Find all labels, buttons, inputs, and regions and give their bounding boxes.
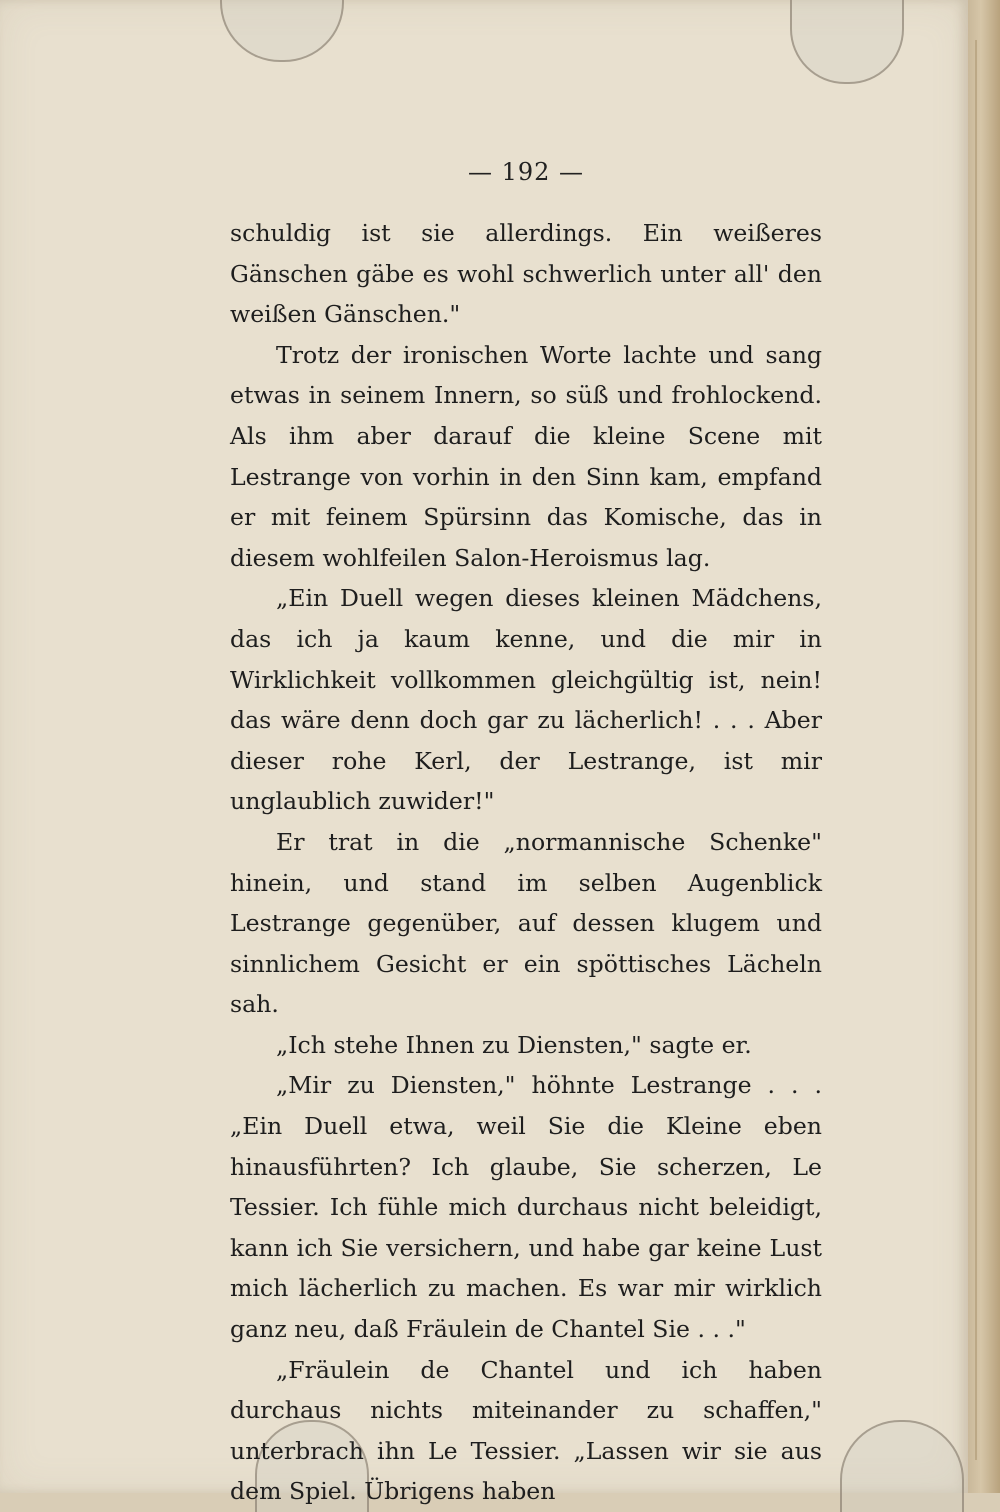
page-edge bbox=[968, 0, 1000, 1493]
paragraph: Er trat in die „normannische Schenke" hinein, und stand im selben Augenblick Lestrange gegenüber, auf dessen klugem und sinnlichem Gesicht er ein spöttisches Lächeln sah. bbox=[230, 827, 822, 1019]
paragraph: schuldig ist sie allerdings. Ein weißeres Gänschen gäbe es wohl schwerlich unter all' den weißen Gänschen." bbox=[230, 219, 822, 329]
page-number: — 192 — bbox=[467, 158, 585, 186]
paragraph: „Mir zu Diensten," höhnte Lestrange . . . „Ein Duell etwa, weil Sie die Kleine eben hinausführten? Ich glaube, Sie scherzen, Le Tessier. Ich fühle mich durchaus nicht beleidigt, kann ich Sie versichern, und habe gar keine Lust mich lächerlich zu machen. Es war mir wirklich ganz neu, daß Fräulein de Chantel Sie . . ." bbox=[230, 1071, 822, 1344]
body-text bbox=[230, 213, 822, 1512]
paragraph: Trotz der ironischen Worte lachte und sang etwas in seinem Innern, so süß und frohlockend. Als ihm aber darauf die kleine Scene mit Lestrange von vorhin in den Sinn kam, empfand er mit feinem Spürsinn das Komische, das in diesem wohlfeilen Salon-Heroismus lag. bbox=[230, 340, 822, 572]
paragraph: „Ein Duell wegen dieses kleinen Mädchens, das ich ja kaum kenne, und die mir in Wirklichkeit vollkommen gleichgültig ist, nein! das wäre denn doch gar zu lächerlich! . . . Aber dieser rohe Kerl, der Lestrange, ist mir unglaublich zuwider!" bbox=[230, 584, 822, 816]
paragraph: „Ich stehe Ihnen zu Diensten," sagte er. bbox=[276, 1030, 752, 1059]
paragraph: „Fräulein de Chantel und ich haben durchaus nichts miteinander zu schaffen," unterbrach ihn Le Tessier. „Lassen wir sie aus dem Spiel. Übrigens haben bbox=[230, 1355, 822, 1506]
spine-line bbox=[975, 40, 977, 1460]
